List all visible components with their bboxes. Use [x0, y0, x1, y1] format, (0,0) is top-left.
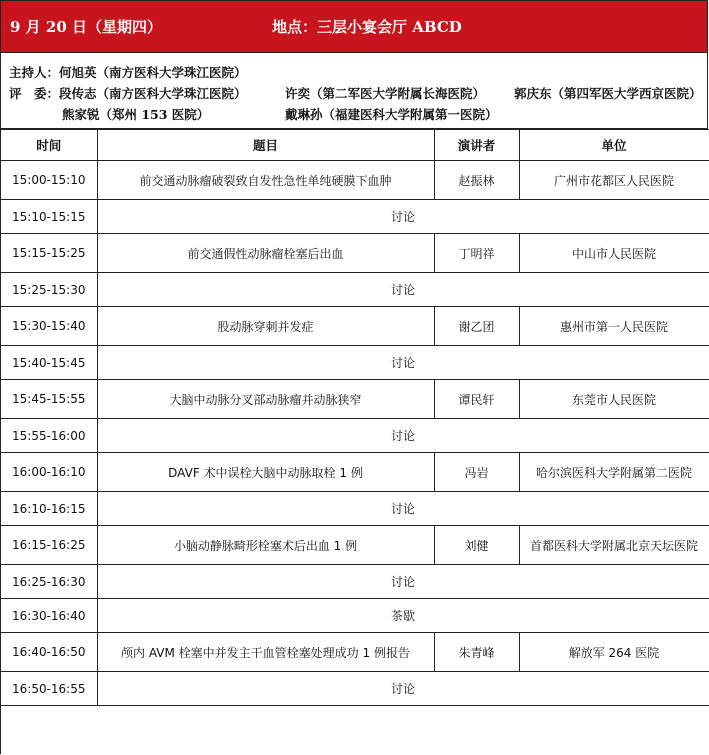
row-note: 讨论 [97, 200, 709, 234]
row-unit: 中山市人民医院 [519, 234, 709, 273]
row-time: 16:10-16:15 [1, 492, 97, 526]
row-speaker: 谢乙团 [434, 307, 519, 346]
row-note: 讨论 [97, 672, 709, 706]
row-time: 16:30-16:40 [1, 599, 97, 633]
row-time: 16:25-16:30 [1, 565, 97, 599]
row-unit: 惠州市第一人民医院 [519, 307, 709, 346]
table-row [1, 200, 709, 234]
row-time: 16:40-16:50 [1, 633, 97, 672]
row-time: 15:45-15:55 [1, 380, 97, 419]
row-note: 茶歇 [97, 599, 709, 633]
row-note: 讨论 [97, 419, 709, 453]
row-time: 15:25-15:30 [1, 273, 97, 307]
row-time: 16:15-16:25 [1, 526, 97, 565]
table-row [1, 492, 709, 526]
judges-line: 评 委：段传志（南方医科大学珠江医院） [9, 86, 247, 101]
row-speaker: 丁明祥 [434, 234, 519, 273]
table-row [1, 346, 709, 380]
row-topic: 前交通动脉瘤破裂致自发性急性单纯硬膜下血肿 [97, 161, 434, 200]
row-speaker: 朱青峰 [434, 633, 519, 672]
row-note: 讨论 [97, 492, 709, 526]
row-time: 16:00-16:10 [1, 453, 97, 492]
row-topic: 前交通假性动脉瘤栓塞后出血 [97, 234, 434, 273]
table-row [1, 453, 709, 492]
row-topic: 大脑中动脉分叉部动脉瘤并动脉狭窄 [97, 380, 434, 419]
row-speaker: 谭民轩 [434, 380, 519, 419]
row-time: 15:15-15:25 [1, 234, 97, 273]
table-row [1, 672, 709, 706]
table-row [1, 633, 709, 672]
row-unit: 解放军 264 医院 [519, 633, 709, 672]
header-time: 时间 [1, 130, 97, 161]
schedule-table [1, 129, 709, 706]
row-topic: 颅内 AVM 栓塞中并发主干血管栓塞处理成功 1 例报告 [97, 633, 434, 672]
header-unit: 单位 [519, 130, 709, 161]
table-row [1, 380, 709, 419]
session-date: 9 月 20 日（星期四） [10, 18, 162, 36]
judge-name: 许奕（第二军医大学附属长海医院） [285, 86, 486, 101]
row-time: 15:00-15:10 [1, 161, 97, 200]
judge-name: 戴琳孙（福建医科大学附属第一医院） [285, 107, 498, 122]
header-speaker: 演讲者 [434, 130, 519, 161]
row-time: 15:40-15:45 [1, 346, 97, 380]
row-unit: 东莞市人民医院 [519, 380, 709, 419]
header-topic: 题目 [97, 130, 434, 161]
row-unit: 首都医科大学附属北京天坛医院 [519, 526, 709, 565]
session-banner [1, 1, 708, 53]
session-venue: 地点：三层小宴会厅 ABCD [272, 18, 462, 36]
schedule-body [1, 161, 709, 706]
row-topic: 股动脉穿刺并发症 [97, 307, 434, 346]
table-row [1, 599, 709, 633]
table-row [1, 565, 709, 599]
row-speaker: 赵振林 [434, 161, 519, 200]
row-topic: DAVF 术中误栓大脑中动脉取栓 1 例 [97, 453, 434, 492]
table-row [1, 307, 709, 346]
judge-name: 郭庆东（第四军医大学西京医院） [514, 86, 702, 101]
row-time: 16:50-16:55 [1, 672, 97, 706]
table-row [1, 234, 709, 273]
table-header-row [1, 130, 709, 161]
row-speaker: 冯岩 [434, 453, 519, 492]
row-note: 讨论 [97, 346, 709, 380]
row-note: 讨论 [97, 273, 709, 307]
table-row [1, 419, 709, 453]
row-speaker: 刘健 [434, 526, 519, 565]
table-row [1, 161, 709, 200]
host-line: 主持人：何旭英（南方医科大学珠江医院） [9, 65, 247, 80]
table-row [1, 273, 709, 307]
row-time: 15:10-15:15 [1, 200, 97, 234]
judge-name: 熊家锐（郑州 153 医院） [62, 107, 210, 122]
row-unit: 广州市花都区人民医院 [519, 161, 709, 200]
row-time: 15:55-16:00 [1, 419, 97, 453]
committee-block [1, 53, 708, 129]
row-unit: 哈尔滨医科大学附属第二医院 [519, 453, 709, 492]
table-row [1, 526, 709, 565]
row-note: 讨论 [97, 565, 709, 599]
row-topic: 小脑动静脉畸形栓塞术后出血 1 例 [97, 526, 434, 565]
row-time: 15:30-15:40 [1, 307, 97, 346]
